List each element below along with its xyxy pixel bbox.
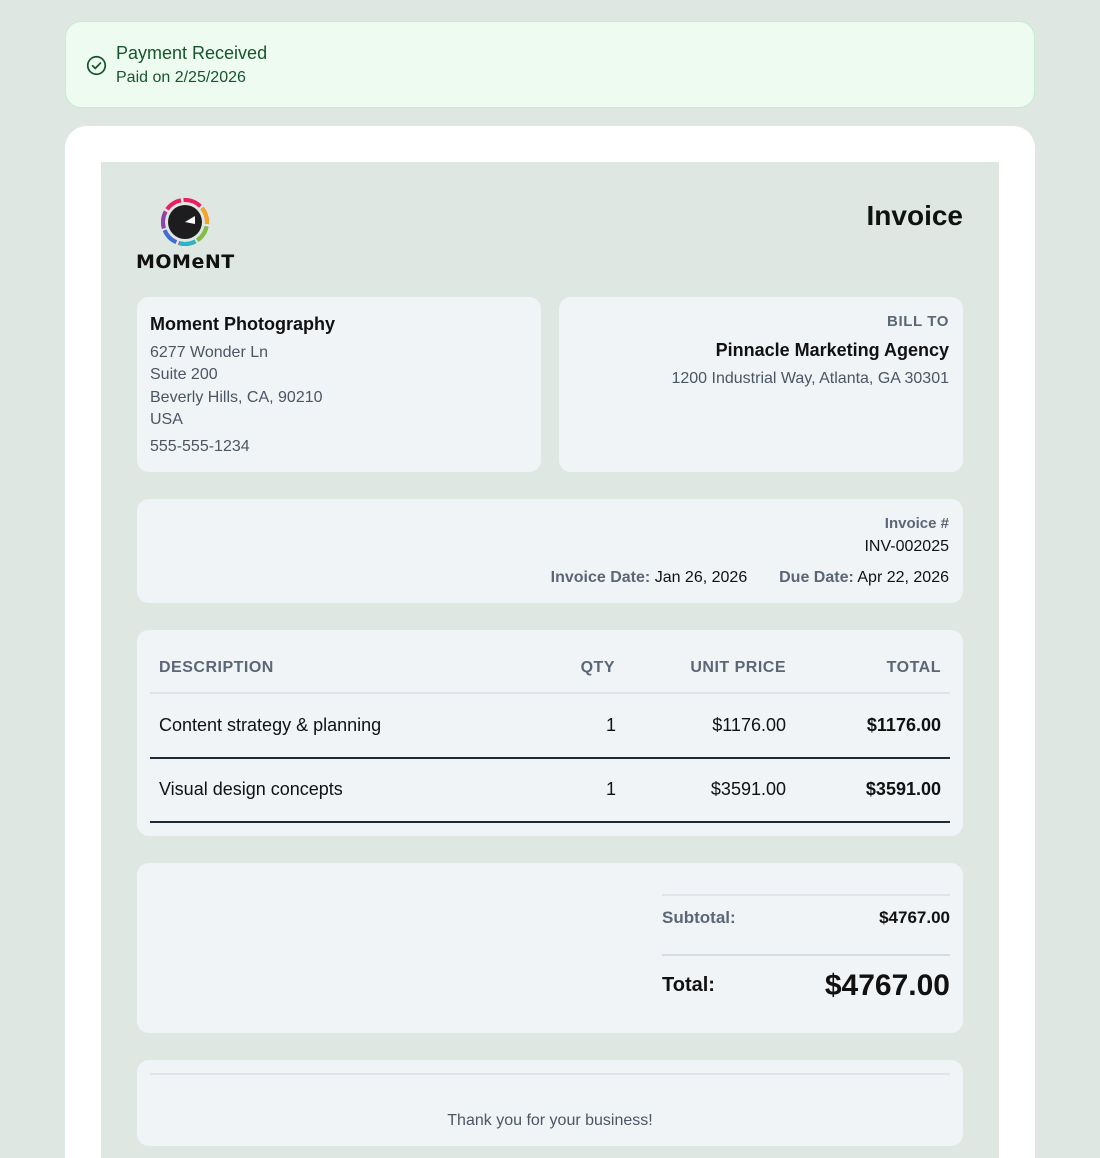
document-title: Invoice xyxy=(866,200,963,231)
bill-to-panel xyxy=(559,297,963,472)
company-logo xyxy=(136,196,236,276)
item-unit-price: $3591.00 xyxy=(710,779,786,799)
row-divider xyxy=(150,821,950,823)
payment-date: Paid on 2/25/2026 xyxy=(116,69,246,86)
seller-info-panel xyxy=(137,297,541,472)
item-qty: 1 xyxy=(605,715,616,735)
footer-panel xyxy=(137,1060,963,1146)
column-header-total: TOTAL xyxy=(886,659,941,676)
invoice-number: INV-002025 xyxy=(864,538,949,555)
item-total: $1176.00 xyxy=(866,715,941,735)
total-label: Total: xyxy=(662,974,715,996)
column-header-qty: QTY xyxy=(580,659,615,676)
due-date: Apr 22, 2026 xyxy=(857,569,949,586)
header-divider xyxy=(150,692,950,694)
invoice-number-label: Invoice # xyxy=(884,515,949,532)
client-address: 1200 Industrial Way, Atlanta, GA 30301 xyxy=(671,370,949,387)
seller-address-line1: 6277 Wonder Ln xyxy=(150,344,269,361)
row-divider xyxy=(150,757,950,759)
invoice-meta-panel xyxy=(137,499,963,603)
payment-status-title: Payment Received xyxy=(116,43,268,63)
item-description: Content strategy & planning xyxy=(159,715,382,735)
seller-phone: 555-555-1234 xyxy=(150,438,250,455)
check-circle-icon xyxy=(86,55,107,76)
seller-name: Moment Photography xyxy=(150,314,335,334)
thank-you-message: Thank you for your business! xyxy=(447,1112,653,1129)
payment-status-banner xyxy=(65,21,1035,108)
invoice-date: Jan 26, 2026 xyxy=(654,569,748,586)
seller-country: USA xyxy=(150,411,183,428)
seller-address-line2: Suite 200 xyxy=(150,366,218,383)
invoice-dates xyxy=(551,569,949,587)
total-divider xyxy=(662,954,950,956)
column-header-description: DESCRIPTION xyxy=(159,659,274,676)
camera-aperture-icon xyxy=(159,196,211,248)
subtotal-value: $4767.00 xyxy=(879,908,950,927)
line-items-table xyxy=(137,630,963,836)
total-value: $4767.00 xyxy=(824,969,950,1002)
client-name: Pinnacle Marketing Agency xyxy=(715,340,949,360)
bill-to-label: BILL TO xyxy=(887,313,949,330)
subtotal-label: Subtotal: xyxy=(662,908,736,927)
invoice-date-label: Invoice Date: xyxy=(550,569,651,586)
item-unit-price: $1176.00 xyxy=(712,715,786,735)
item-total: $3591.00 xyxy=(865,779,941,799)
column-header-unit-price: UNIT PRICE xyxy=(690,659,786,676)
totals-panel xyxy=(137,863,963,1033)
due-date-label: Due Date: xyxy=(779,569,854,586)
footer-divider xyxy=(150,1073,950,1075)
item-qty: 1 xyxy=(605,779,616,799)
item-description: Visual design concepts xyxy=(159,779,343,799)
seller-city-line: Beverly Hills, CA, 90210 xyxy=(150,389,323,406)
logo-wordmark: MOMeNT xyxy=(136,251,235,273)
totals-divider xyxy=(662,894,950,896)
